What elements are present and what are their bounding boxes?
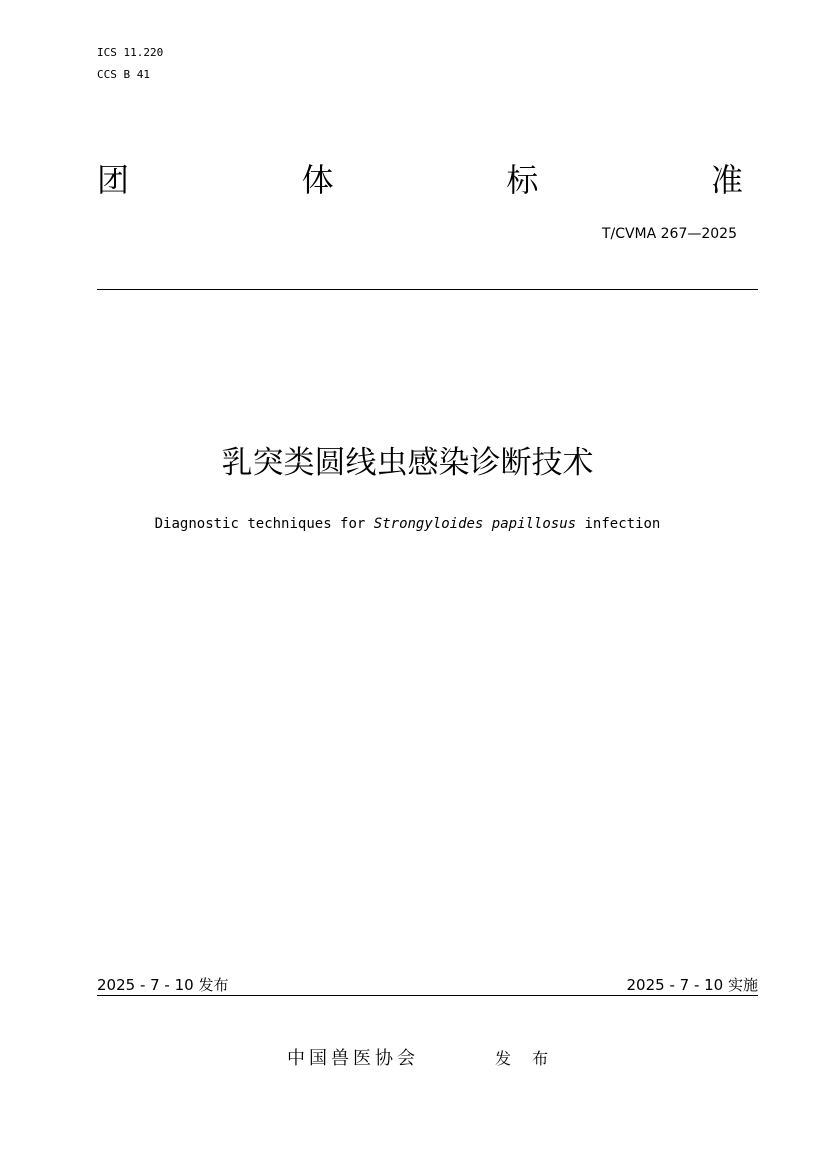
implementation-date: 2025 - 7 - 10 实施 — [626, 976, 758, 994]
standard-type-char: 准 — [710, 161, 743, 199]
date-line — [97, 975, 758, 996]
standard-type-char: 标 — [506, 161, 539, 199]
classification-codes — [97, 42, 163, 86]
title-english-prefix: Diagnostic techniques for — [154, 516, 374, 532]
standard-number: T/CVMA 267—2025 — [601, 226, 737, 242]
standard-type-char: 团 — [97, 161, 130, 199]
standard-type-heading — [97, 158, 743, 202]
title-english — [0, 514, 815, 534]
standard-type-char: 体 — [301, 161, 334, 199]
publisher-name: 中国兽医协会 — [287, 1048, 419, 1069]
ics-code: ICS 11.220 — [97, 46, 164, 59]
header-divider — [97, 289, 758, 290]
publish-label: 发 布 — [495, 1049, 557, 1068]
species-name: Strongyloides papillosus — [373, 516, 577, 532]
issue-date: 2025 - 7 - 10 发布 — [97, 976, 229, 994]
title-chinese: 乳突类圆线虫感染诊断技术 — [221, 445, 594, 481]
ccs-code: CCS B 41 — [97, 68, 150, 81]
title-english-suffix: infection — [576, 516, 661, 532]
